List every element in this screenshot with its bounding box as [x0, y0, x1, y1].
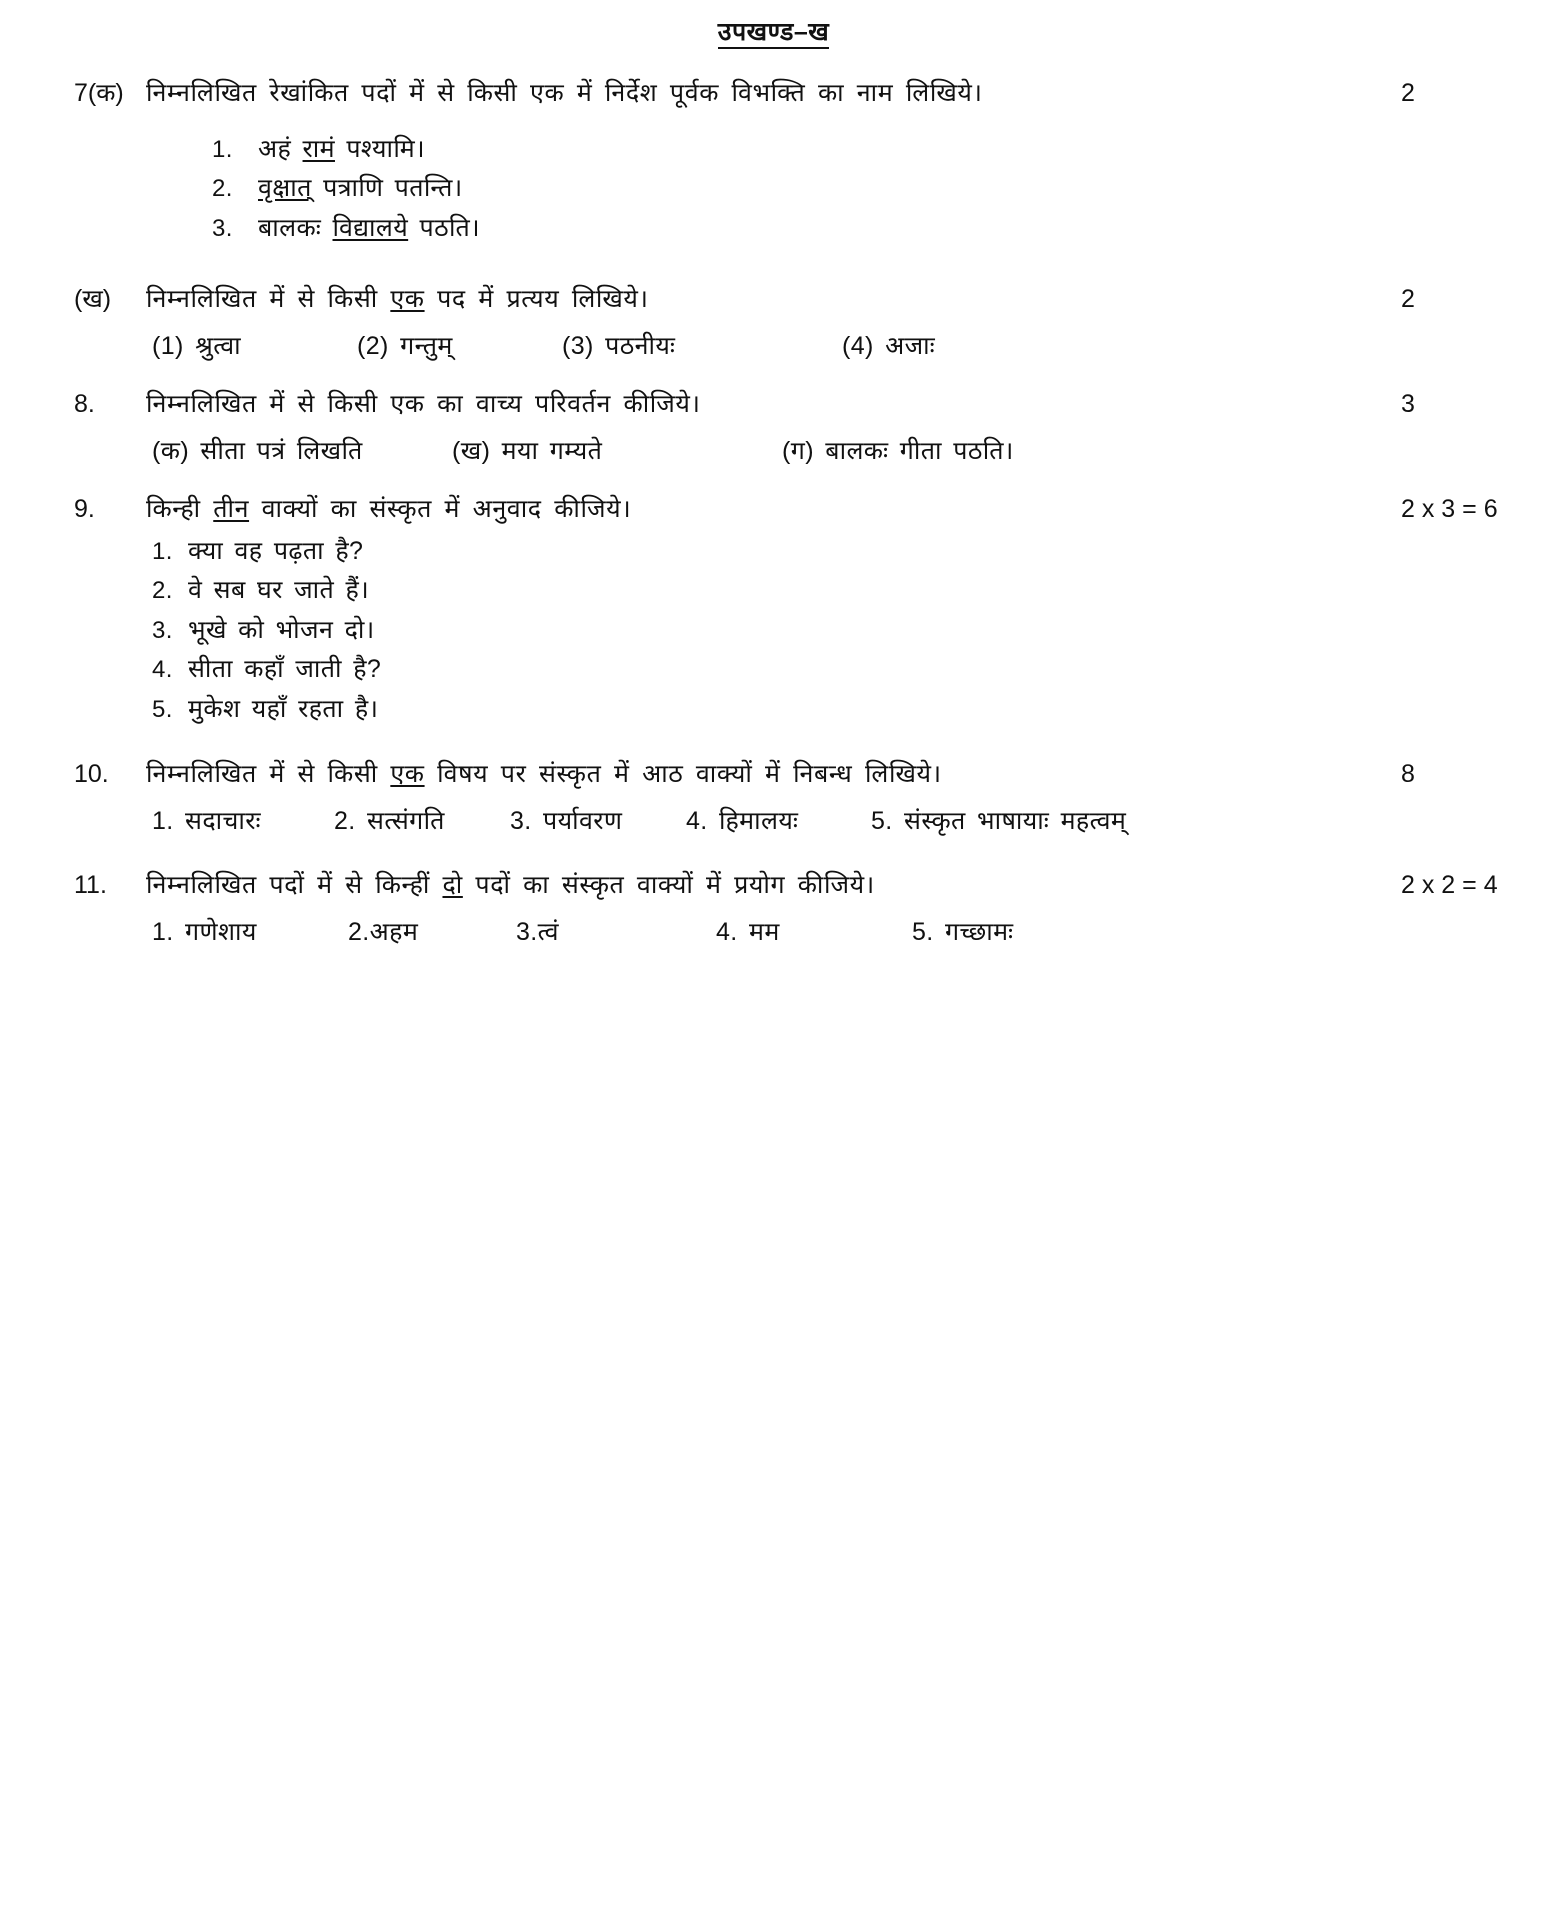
question-marks: 2 x 2 = 4 [1401, 871, 1498, 899]
option-value: गन्तुम् [400, 331, 453, 360]
option-value: गच्छामः [945, 917, 1014, 946]
question-number: 10. [74, 760, 109, 788]
option [348, 914, 516, 952]
question-11-options [146, 914, 1377, 952]
list-item-index: 5. [152, 695, 173, 723]
option [334, 803, 510, 841]
question-body [90, 492, 1377, 729]
question-8-options [146, 433, 1377, 471]
option-label: 5. [912, 917, 934, 946]
option-label: 5. [871, 806, 893, 835]
list-item [212, 130, 1377, 170]
option-label: 2. [348, 917, 370, 946]
question-marks: 2 x 3 = 6 [1401, 495, 1498, 523]
option-value: पर्यावरण [543, 806, 623, 835]
list-item-index: 3. [152, 616, 173, 644]
list-item-text: मुकेश यहाँ रहता है। [188, 694, 379, 723]
question-kha [0, 282, 1547, 365]
option-value: त्वं [537, 917, 559, 946]
list-item [212, 169, 1377, 209]
question-text-part-b: वाक्यों का संस्कृत में अनुवाद कीजिये। [249, 495, 632, 523]
option-value: सदाचारः [185, 806, 261, 835]
question-text-underlined: तीन [213, 495, 250, 523]
option-label: 1. [152, 806, 174, 835]
option-value: सीता पत्रं लिखति [200, 436, 363, 465]
list-item [152, 532, 1377, 572]
option [452, 433, 782, 471]
option-label: (2) [357, 331, 389, 360]
list-item-text [258, 209, 480, 249]
list-item-index: 2. [212, 175, 233, 202]
option-value: संस्कृत भाषायाः महत्वम् [904, 806, 1127, 835]
question-text-part-b: पदों का संस्कृत वाक्यों में प्रयोग कीजिये। [462, 871, 875, 899]
question-7ka [0, 76, 1547, 248]
question-number: 9. [74, 495, 95, 523]
option [152, 914, 348, 952]
list-item-index: 4. [152, 656, 173, 683]
question-number: (ख) [74, 285, 112, 313]
question-body [90, 76, 1377, 248]
question-number: 8. [74, 390, 95, 418]
option-label: 4. [716, 917, 738, 946]
list-item [152, 690, 1377, 730]
question-text [146, 868, 1377, 904]
list-item-index: 1. [152, 537, 173, 565]
question-text [146, 282, 1377, 318]
option-value: अजाः [885, 331, 936, 360]
option-value: हिमालयः [719, 806, 799, 835]
option-value: सत्संगति [367, 806, 445, 835]
question-10 [0, 757, 1547, 840]
question-8 [0, 387, 1547, 470]
question-text: निम्नलिखित रेखांकित पदों में से किसी एक में निर्देश पूर्वक विभक्ति का नाम लिखिये। [146, 79, 983, 107]
question-text-underlined: दो [442, 871, 463, 899]
question-text [146, 757, 1377, 793]
option-value: श्रुत्वा [195, 331, 242, 360]
item-underlined-word: रामं [302, 134, 335, 163]
list-item-text [258, 169, 463, 209]
item-suffix: पत्राणि पतन्ति। [311, 174, 463, 202]
option [782, 433, 1014, 471]
option [871, 803, 1126, 841]
option [686, 803, 871, 841]
question-number: 11. [74, 871, 107, 899]
list-item [152, 571, 1377, 611]
exam-paper-page [0, 8, 1547, 1922]
question-9 [0, 492, 1547, 729]
option-value: मया गम्यते [501, 436, 603, 465]
option [510, 803, 686, 841]
question-body [90, 868, 1377, 951]
option-label: 1. [152, 917, 174, 946]
list-item [152, 650, 1377, 690]
item-underlined-word: वृक्षात् [258, 174, 312, 202]
option-label: (3) [562, 331, 594, 360]
item-prefix: अहं [258, 134, 303, 163]
option [152, 803, 334, 841]
option-label: 3. [510, 806, 532, 835]
list-item-index: 3. [212, 214, 233, 242]
list-item-index: 1. [212, 135, 233, 163]
option-label: (क) [152, 436, 190, 465]
option [357, 328, 562, 366]
question-text-underlined: एक [390, 760, 425, 788]
list-item-text: भूखे को भोजन दो। [188, 615, 375, 644]
question-marks: 2 [1401, 285, 1415, 313]
question-10-options [146, 803, 1377, 841]
question-text-part-a: निम्नलिखित पदों में से किन्हीं [146, 871, 443, 899]
list-item-text [258, 130, 425, 170]
item-suffix: पठति। [408, 213, 481, 242]
item-prefix: बालकः [258, 213, 333, 242]
section-heading-text: उपखण्ड–ख [718, 18, 829, 49]
question-text: निम्नलिखित में से किसी एक का वाच्य परिवर्तन कीजिये। [146, 390, 701, 418]
question-text-part-a: किन्ही [146, 495, 214, 523]
list-item-index: 2. [152, 577, 173, 604]
list-item [212, 209, 1377, 249]
question-marks: 3 [1401, 390, 1415, 418]
option-value: गणेशाय [185, 917, 257, 946]
option-value: मम [749, 917, 780, 946]
question-marks: 8 [1401, 760, 1415, 788]
option-label: 2. [334, 806, 356, 835]
question-11 [0, 868, 1547, 951]
option-label: (ख) [452, 436, 491, 465]
option-label: 3. [516, 917, 538, 946]
option [152, 328, 357, 366]
option-value: पठनीयः [605, 331, 676, 360]
question-body [90, 282, 1377, 365]
question-text-part-a: निम्नलिखित में से किसी [146, 760, 391, 788]
list-item-text: क्या वह पढ़ता है? [188, 536, 364, 565]
item-suffix: पश्यामि। [334, 134, 426, 163]
question-9-items [146, 532, 1377, 730]
option-label: 4. [686, 806, 708, 835]
option [912, 914, 1014, 952]
question-marks: 2 [1401, 79, 1415, 107]
question-text-part-b: विषय पर संस्कृत में आठ वाक्यों में निबन्ध लिखिये। [424, 760, 942, 788]
list-item-text: वे सब घर जाते हैं। [188, 576, 370, 604]
option-label: (1) [152, 331, 184, 360]
option [562, 328, 842, 366]
option-value: अहम [369, 917, 419, 946]
list-item [152, 611, 1377, 651]
item-underlined-word: विद्यालये [332, 213, 409, 242]
question-text-part-a: निम्नलिखित में से किसी [146, 285, 391, 313]
section-heading [0, 8, 1547, 48]
question-body [90, 387, 1377, 470]
question-7ka-items [146, 130, 1377, 249]
question-text-underlined: एक [390, 285, 425, 313]
list-item-text: सीता कहाँ जाती है? [188, 655, 382, 683]
question-kha-options [146, 328, 1377, 366]
question-text [146, 492, 1377, 528]
question-text-part-b: पद में प्रत्यय लिखिये। [424, 285, 649, 313]
option [516, 914, 716, 952]
option-value: बालकः गीता पठति। [825, 436, 1014, 465]
question-body [90, 757, 1377, 840]
option-label: (4) [842, 331, 874, 360]
option [716, 914, 912, 952]
option [152, 433, 452, 471]
question-number: 7(क) [74, 79, 124, 107]
option-label: (ग) [782, 436, 814, 465]
option [842, 328, 935, 366]
